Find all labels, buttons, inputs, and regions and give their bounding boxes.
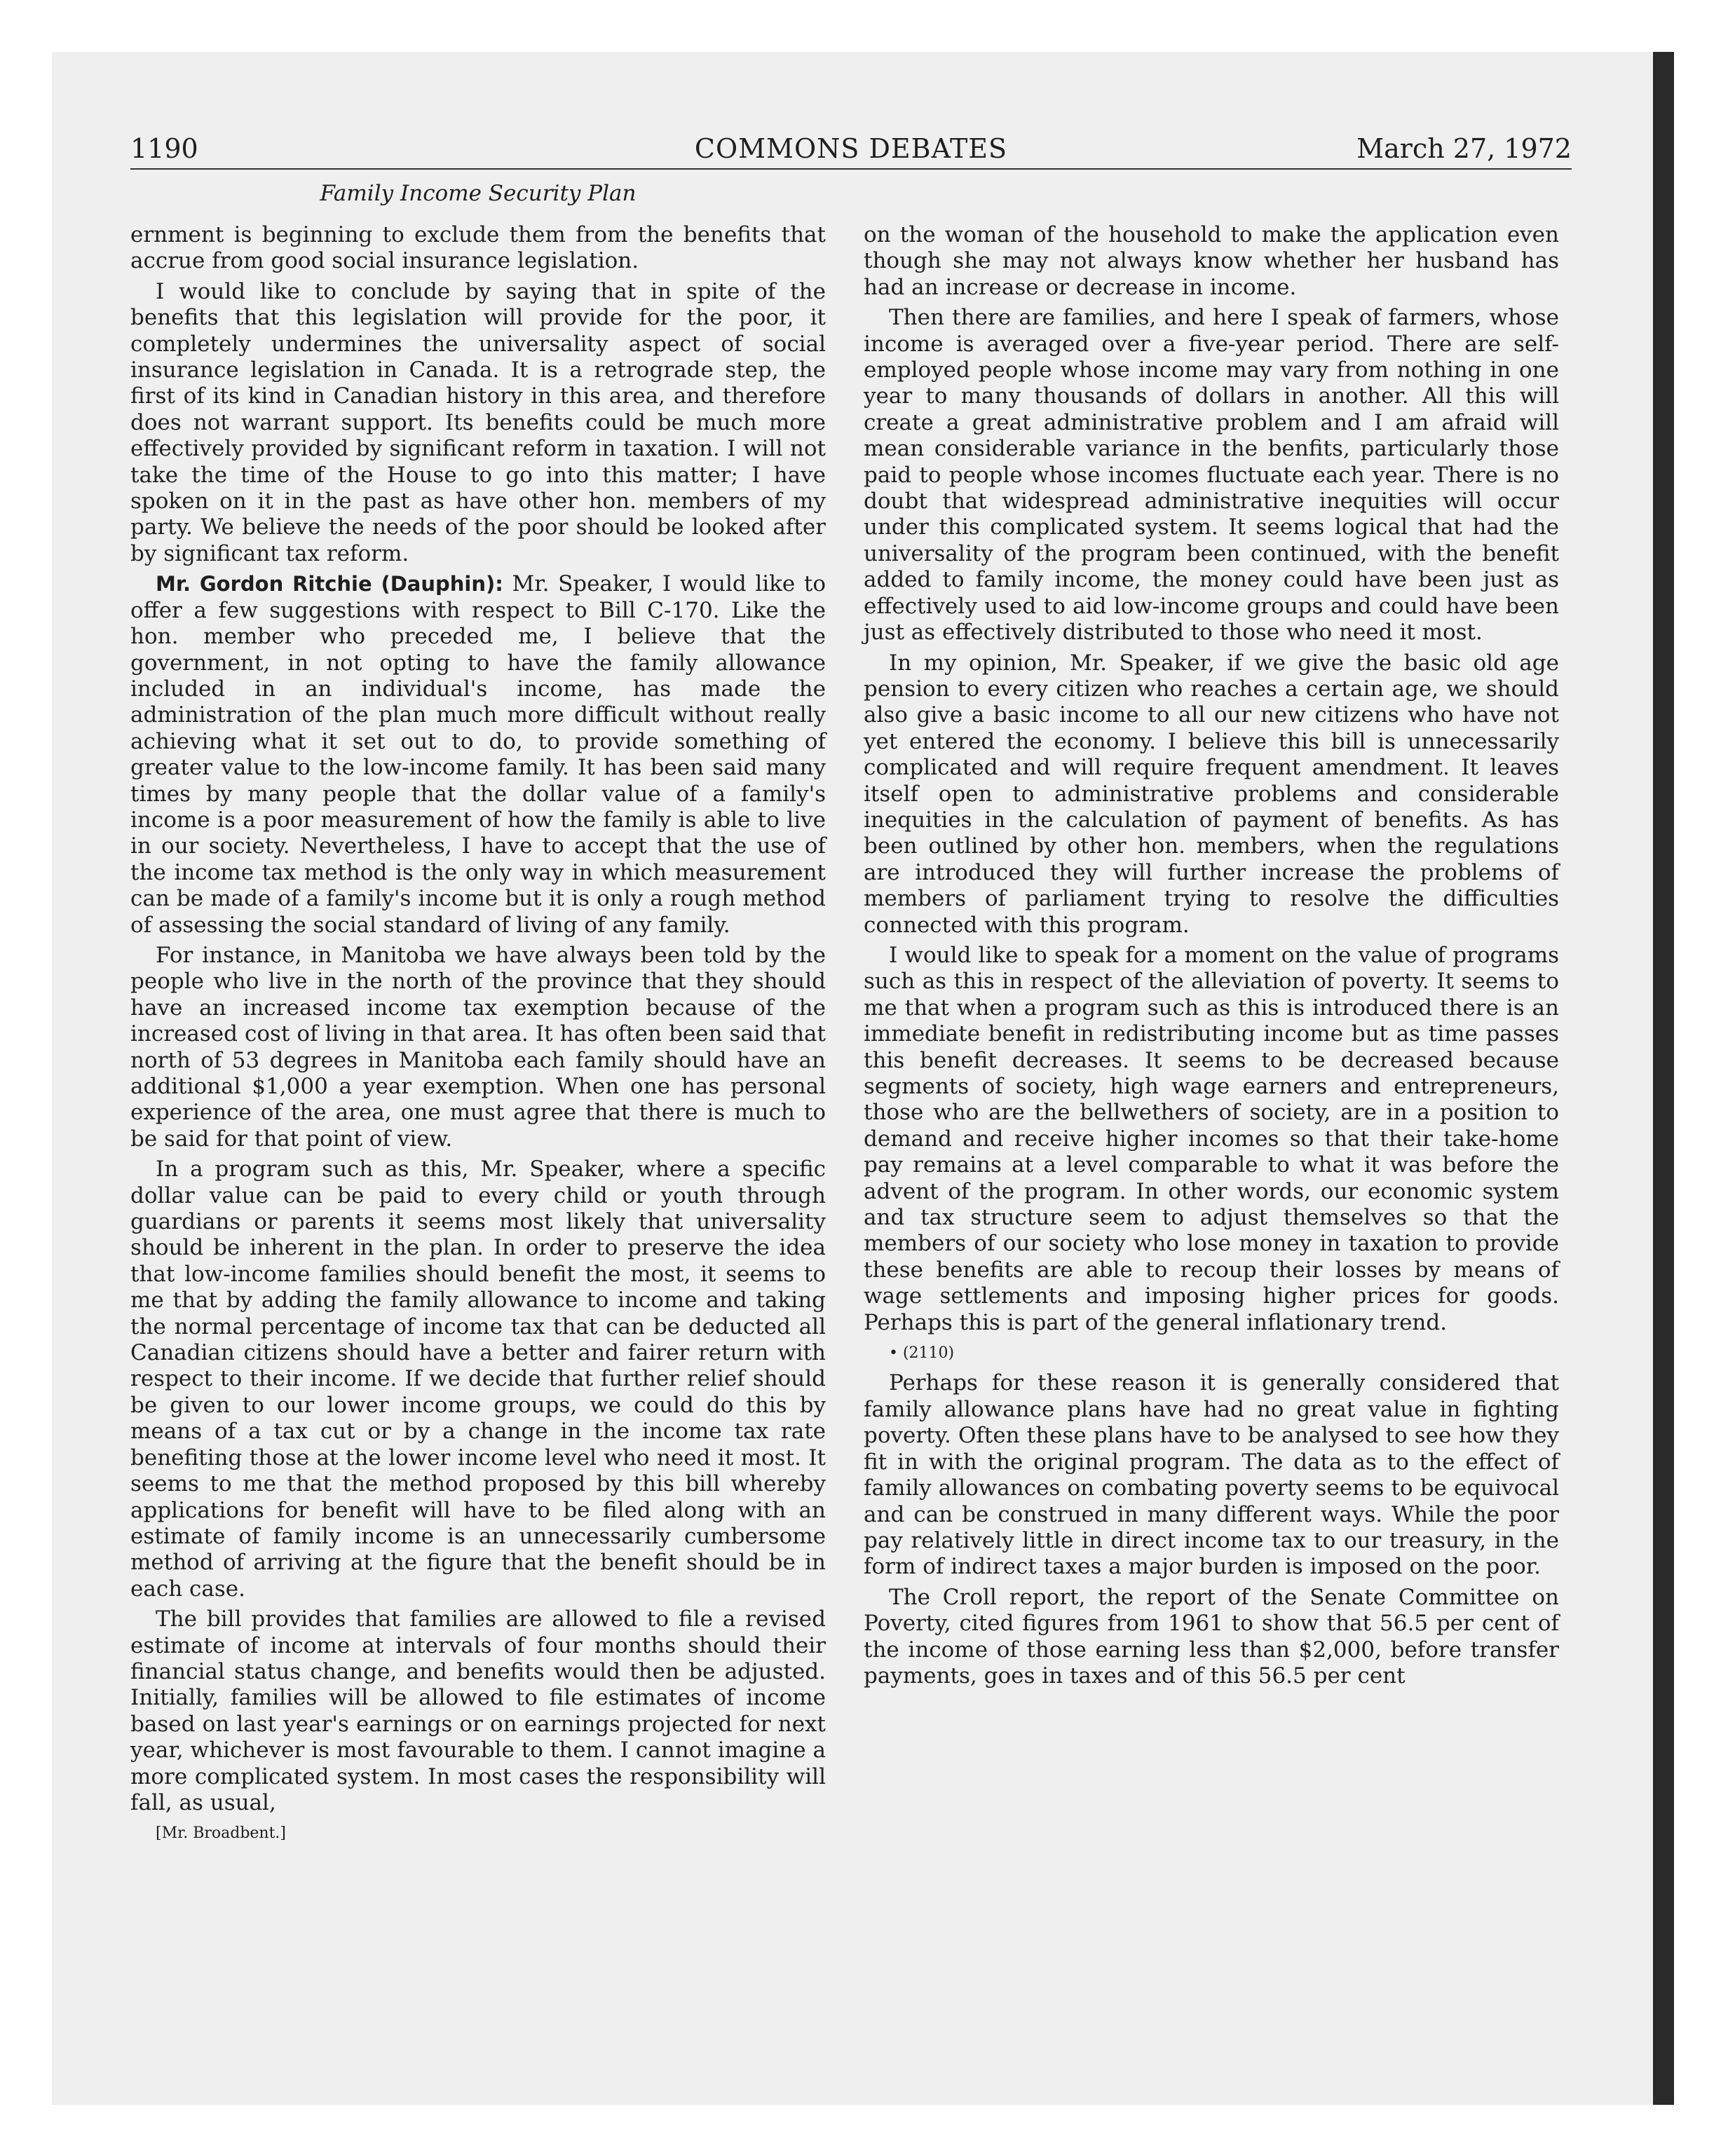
paragraph: ernment is beginning to exclude them from the benefits that accrue from good social insurance legislation. <box>130 222 826 274</box>
speech-text: Mr. Speaker, I would like to offer a few suggestions with respect to Bill C-170. Like the hon. member who preceded me, I believe that the government, in not opting to have the family allowance included in an individual's income, has made the administration of the plan much more difficult without really achieving what it set out to do, to provide something of greater value to the low-income family. It has been said many times by many people that the dollar value of a family's income is a poor measurement of how the family is able to live in our society. Nevertheless, I have to accept that the use of the income tax method is the only way in which measurement can be made of a family's income but it is only a rough method of assessing the social standard of living of any family. <box>130 571 826 938</box>
section-subheading: Family Income Security Plan <box>320 181 637 206</box>
page-number: 1190 <box>130 133 198 164</box>
paragraph: Perhaps for these reason it is generally considered that family allowance plans have had no great value in fighting poverty. Often these plans have to be analysed to see how they fit in with the original program. The data as to the effect of family allowances on combating poverty seems to be equivocal and can be construed in many different ways. While the poor pay relatively little in direct income tax to our treasury, in the form of indirect taxes a major burden is imposed on the poor. <box>864 1370 1559 1580</box>
left-column <box>130 222 826 1851</box>
paragraph <box>130 571 826 939</box>
paragraph: In my opinion, Mr. Speaker, if we give the basic old age pension to every citizen who reaches a certain age, we should also give a basic income to all our new citizens who have not yet entered the economy. I believe this bill is unnecessarily complicated and will require frequent amendment. It leaves itself open to administrative problems and considerable inequities in the calculation of payment of benefits. As has been outlined by other hon. members, when the regulations are introduced they will further increase the problems of members of parliament trying to resolve the difficulties connected with this program. <box>864 650 1559 938</box>
page-date: March 27, 1972 <box>1356 133 1572 164</box>
paragraph: Then there are families, and here I speak of farmers, whose income is averaged over a five-year period. There are self-employed people whose income may vary from nothing in one year to many thousands of dollars in another. All this will create a great administrative problem and I am afraid will mean considerable variance in the benfits, particularly those paid to people whose incomes fluctuate each year. There is no doubt that widespread administrative inequities will occur under this complicated system. It seems logical that had the universality of the program been continued, with the benefit added to family income, the money could have been just as effectively used to aid low-income groups and could have been just as effectively distributed to those who need it most. <box>864 305 1559 646</box>
speaker-footer-tag: [Mr. Broadbent.] <box>156 1824 287 1843</box>
paragraph: The Croll report, the report of the Senate Committee on Poverty, cited figures from 1961 to show that 56.5 per cent of the income of those earning less than $2,000, before transfer payments, goes in taxes and of this 56.5 per cent <box>864 1584 1559 1688</box>
right-column <box>864 222 1559 1693</box>
paragraph: I would like to speak for a moment on the value of programs such as this in respect of the alleviation of poverty. It seems to me that when a program such as this is introduced there is an immediate benefit in redistributing income but as time passes this benefit decreases. It seems to be decreased because segments of society, high wage earners and entrepreneurs, those who are the bellwethers of society, are in a position to demand and receive higher incomes so that their take-home pay remains at a level comparable to what it was before the advent of the program. In other words, our economic system and tax structure seem to adjust themselves so that the members of our society who lose money in taxation to provide these benefits are able to recoup their losses by means of wage settlements and imposing higher prices for goods. Perhaps this is part of the general inflationary trend. <box>864 942 1559 1335</box>
paragraph: I would like to conclude by saying that in spite of the benefits that this legislation will provide for the poor, it completely undermines the universality aspect of social insurance legislation in Canada. It is a retrograde step, the first of its kind in Canadian history in this area, and therefore does not warrant support. Its benefits could be much more effectively provided by significant reform in taxation. I will not take the time of the House to go into this matter; I have spoken on it in the past as have other hon. members of my party. We believe the needs of the poor should be looked after by significant tax reform. <box>130 278 826 566</box>
time-marker: • (2110) <box>889 1344 955 1363</box>
paragraph: The bill provides that families are allowed to file a revised estimate of income at intervals of four months should their financial status change, and benefits would then be adjusted. Initially, families will be allowed to file estimates of income based on last year's earnings or on earnings projected for next year, whichever is most favourable to them. I cannot imagine a more complicated system. In most cases the responsibility will fall, as usual, <box>130 1606 826 1815</box>
paragraph: For instance, in Manitoba we have always been told by the people who live in the north of the province that they should have an increased income tax exemption because of the increased cost of living in that area. It has often been said that north of 53 degrees in Manitoba each family should have an additional $1,000 a year exemption. When one has personal experience of the area, one must agree that there is much to be said for that point of view. <box>130 942 826 1152</box>
paragraph: on the woman of the household to make the application even though she may not always know whether her husband has had an increase or decrease in income. <box>864 222 1559 300</box>
publication-title: COMMONS DEBATES <box>694 133 1008 164</box>
paragraph: In a program such as this, Mr. Speaker, where a specific dollar value can be paid to every child or youth through guardians or parents it seems most likely that universality should be inherent in the plan. In order to preserve the idea that low-income families should benefit the most, it seems to me that by adding the family allowance to income and taking the normal percentage of income tax that can be deducted all Canadian citizens should have a better and fairer return with respect to their income. If we decide that further relief should be given to our lower income groups, we could do this by means of a tax cut or by a change in the income tax rate benefiting those at the lower income level who need it most. It seems to me that the method proposed by this bill whereby applications for benefit will have to be filed along with an estimate of family income is an unnecessarily cumbersome method of arriving at the figure that the benefit should be in each case. <box>130 1157 826 1602</box>
speaker-name: Mr. Gordon Ritchie (Dauphin): <box>156 572 503 596</box>
scan-edge-shadow <box>1653 52 1674 2105</box>
page-header <box>130 133 1572 170</box>
